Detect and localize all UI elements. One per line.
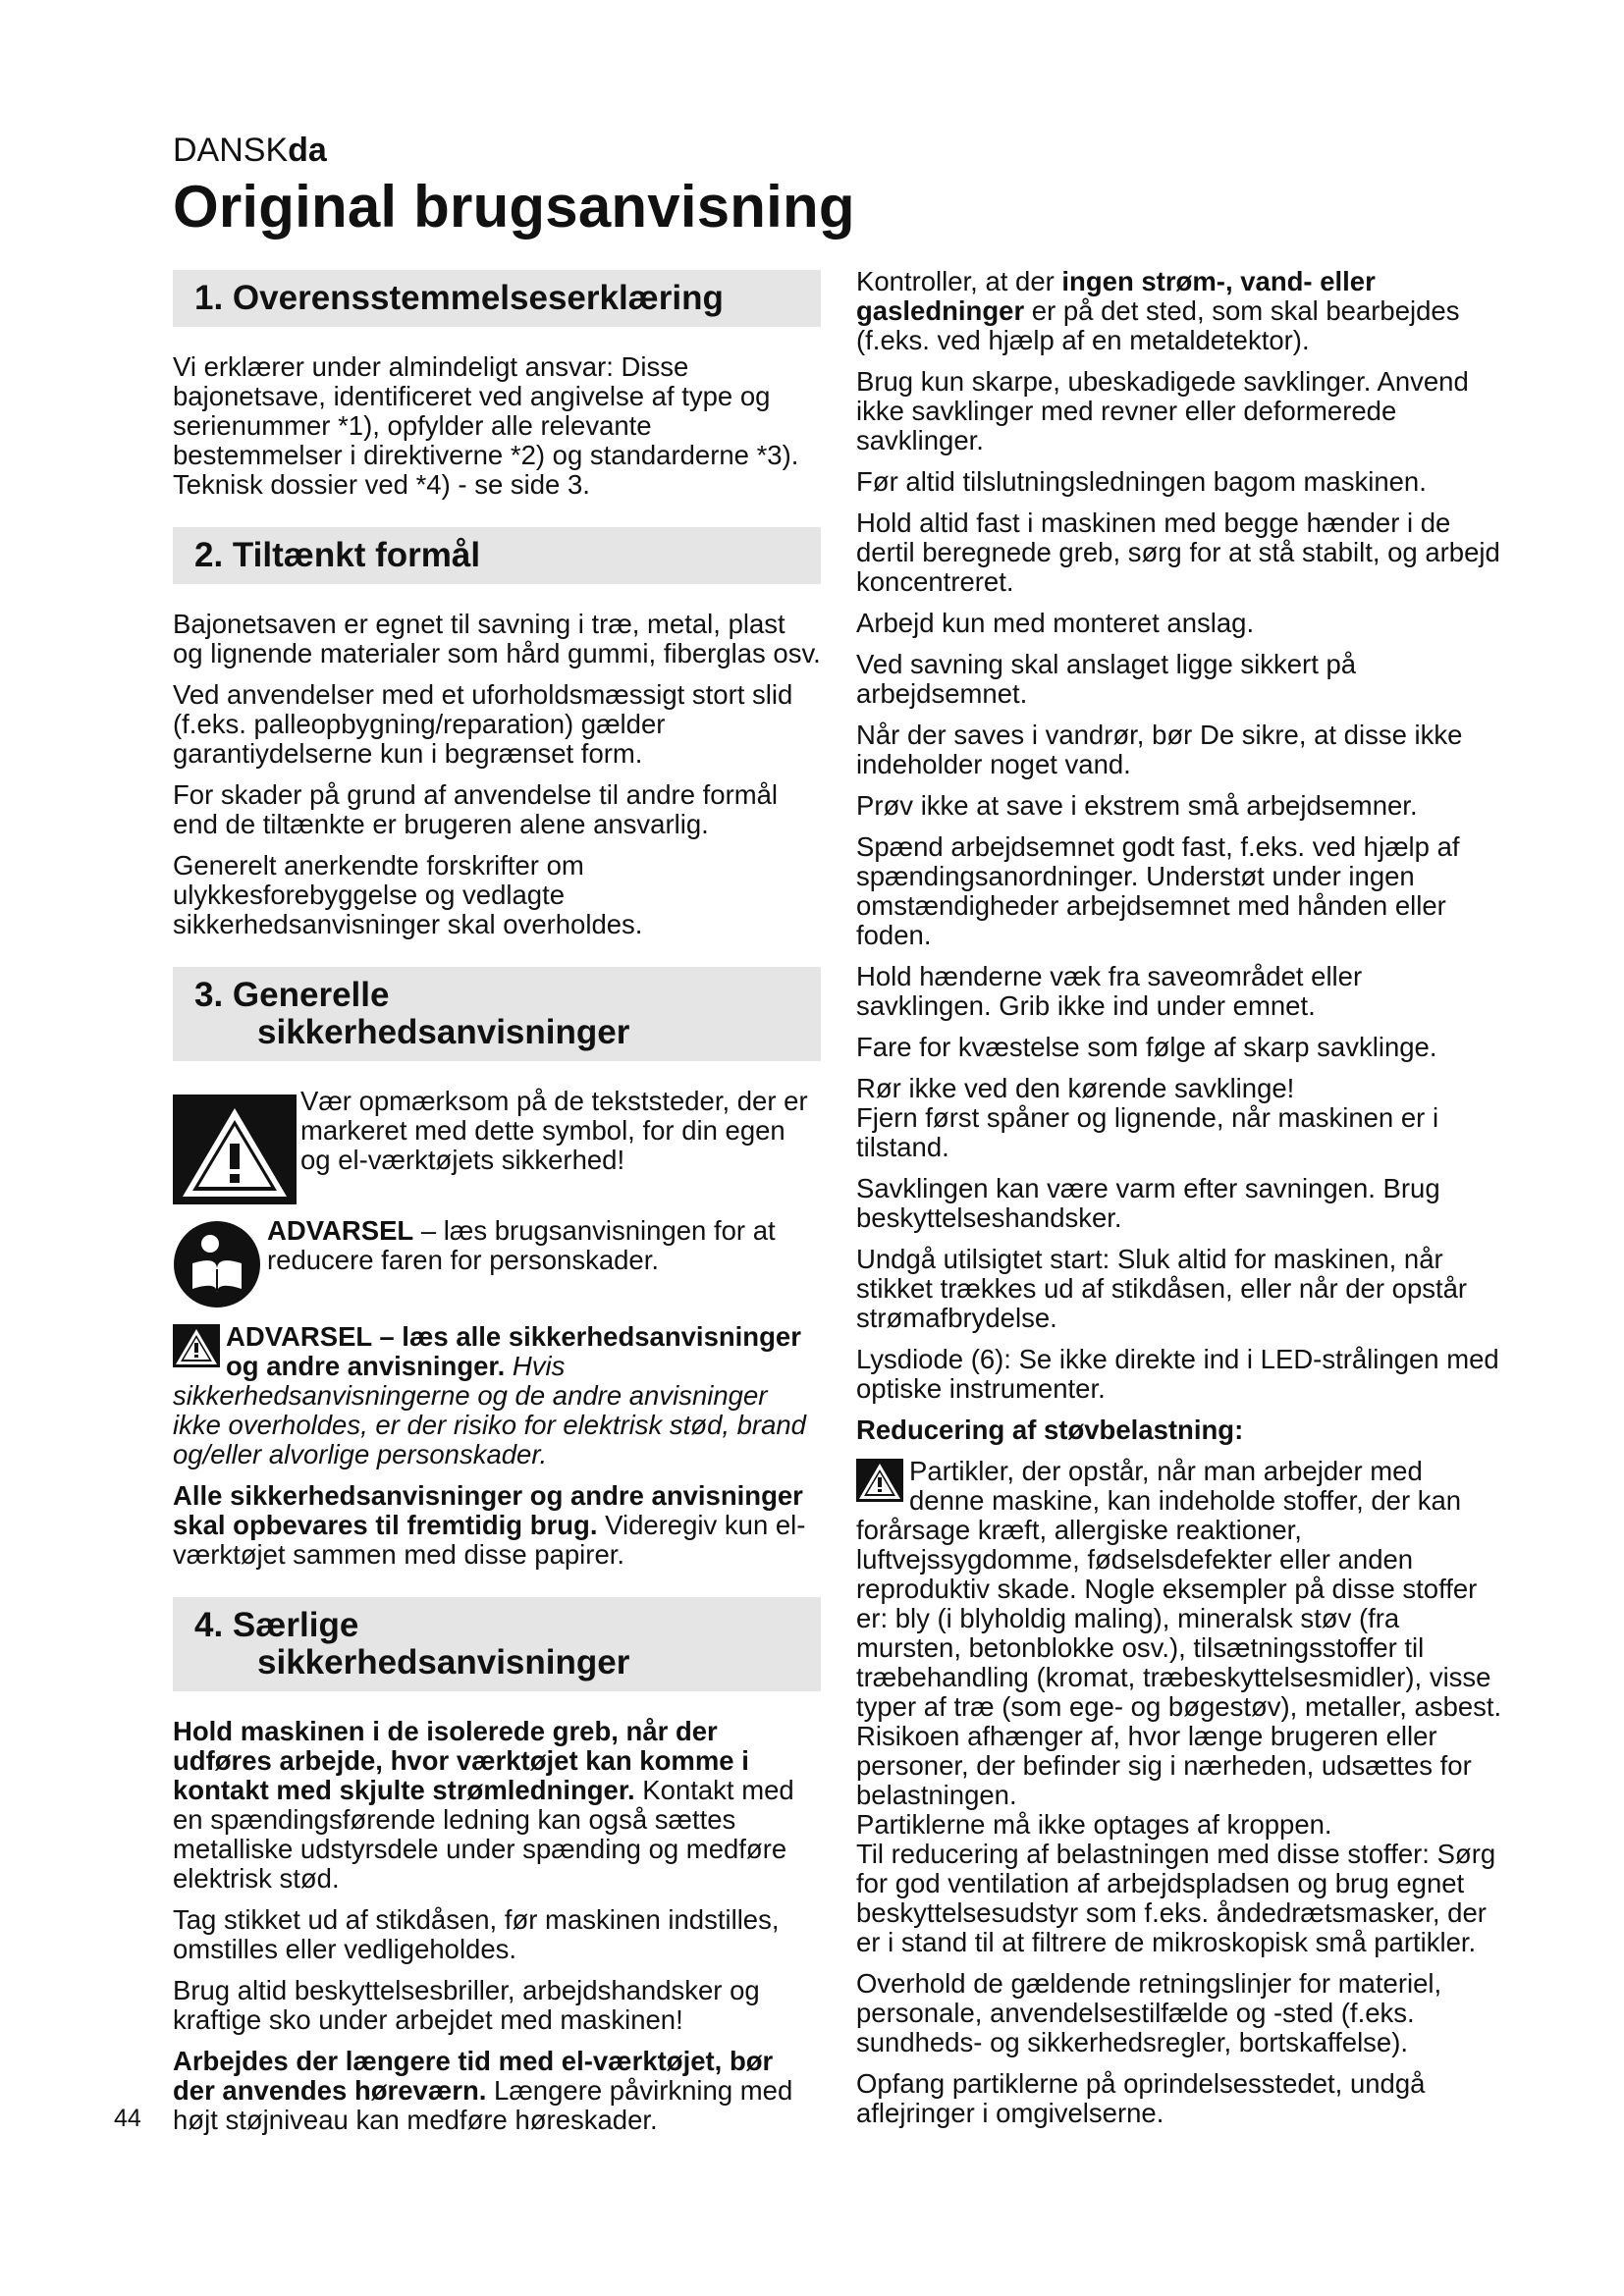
section-4-p1-text: Kontakt med en spændingsførende ledning kan også sættes metalliske udstyrsdele under spænding og medføre elektrisk stød. [173,1775,794,1894]
section-4-p4-text: Længere påvirkning med højt støjniveau kan medføre høreskader. [173,2075,793,2135]
advarsel-label: ADVARSEL [267,1215,414,1246]
right-p1-a: Kontroller, at der [856,266,1062,296]
right-paragraph-10: Hold hænderne væk fra saveområdet eller savklingen. Grib ikke ind under emnet. [856,961,1363,1021]
section-2-paragraph-1: Bajonetsaven er egnet til savning i træ, metal, plast og lignende materialer som hård gummi, fiberglas osv. [173,609,821,668]
section-4-paragraph-4 [173,2047,821,2135]
section-2-paragraph-3: For skader på grund af anvendelse til andre formål end de tiltænkte er brugeren alene ansvarlig. [173,779,779,839]
section-4-p1-bold: Hold maskinen i de isolerede greb, når der udføres arbejde, hvor værktøjet kan komme i kontakt med skjulte strømledninger. [173,1716,749,1805]
symbol-notice [173,1087,821,1204]
keep-instructions-text: Videregiv kun el-værktøjet sammen med disse papirer. [173,1510,806,1570]
section-3-heading-line2: sikkerhedsanvisninger [257,1013,630,1051]
right-paragraph-14: Undgå utilsigtet start: Sluk altid for maskinen, når stikket trækkes ud af stikdåsen, eller når der opstår strømafbrydelse. [856,1244,1468,1333]
section-heading-4 [173,1597,821,1691]
section-4-heading-line1: 4. Særlige [194,1606,359,1644]
section-2-paragraph-2: Ved anvendelser med et uforholdsmæssigt stort slid (f.eks. palleopbygning/reparation) gælder garantiydelserne kun i begrænset form. [173,679,793,769]
dust-paragraph-5: Overhold de gældende retningslinjer for materiel, personale, anvendelsestilfælde og -sted (f.eks. sundheds- og sikkerhedsregler, bortskaffelse). [856,1968,1442,2057]
right-paragraph-8: Prøv ikke at save i ekstrem små arbejdsemner. [856,790,1418,821]
dust-paragraph-3: Partiklerne må ikke optages af kroppen. [856,1809,1332,1840]
warning-triangle-small-icon [173,1324,220,1367]
section-4-paragraph-2: Tag stikket ud af stikdåsen, før maskinen indstilles, omstilles eller vedligeholdes. [173,1904,780,1964]
warning-all-italic: Hvis sikkerhedsanvisningerne og de andre anvisninger ikke overholdes, er der risiko for elektrisk stød, brand og/eller alvorlige personskader. [173,1351,806,1469]
section-4-heading-line2: sikkerhedsanvisninger [257,1643,630,1682]
section-1-paragraph: Vi erklærer under almindeligt ansvar: Disse bajonetsave, identificeret ved angivelse af type og serienummer *1), opfylder alle relevante bestemmelser i direktiverne *2) og standarderne *3). Teknisk dossier ved *4) - se side 3. [173,351,799,500]
dust-paragraph-1 [856,1457,1504,1722]
right-paragraph-9: Spænd arbejdsemnet godt fast, f.eks. ved hjælp af spændingsanordninger. Understøt under ingen omstændigheder arbejdsemnet med hånden eller foden. [856,831,1460,950]
right-paragraph-4: Hold altid fast i maskinen med begge hænder i de dertil beregnede greb, sørg for at stå stabilt, og arbejd koncentreret. [856,507,1500,597]
right-column [856,267,1504,2140]
section-4-paragraph-3: Brug altid beskyttelsesbriller, arbejdshandsker og kraftige sko under arbejdet med maskinen! [173,1975,760,2035]
symbol-notice-text: Vær opmærksom på de tekststeder, der er markeret med dette symbol, for din egen og el-værktøjets sikkerhed! [300,1086,808,1175]
keep-instructions-bold: Alle sikkerhedsanvisninger og andre anvisninger skal opbevares til fremtidig brug. [173,1480,803,1540]
dust-paragraph-6: Opfang partiklerne på oprindelsesstedet, undgå aflejringer i omgivelserne. [856,2068,1426,2128]
left-column [173,270,821,2147]
section-heading-2: 2. Tiltænkt formål [173,527,821,584]
section-2-paragraph-4: Generelt anerkendte forskrifter om ulykkesforebyggelse og vedlagte sikkerhedsanvisninger skal overholdes. [173,850,643,939]
dust-p1-text: Partikler, der opstår, når man arbejder med denne maskine, kan indeholde stoffer, der kan forårsage kræft, allergiske reaktioner, luftvejssygdomme, fødselsdefekter eller anden reproduktiv skade. Nogle eksempler på disse stoffer er: bly (i blyholdig maling), mineralsk støv (fra mursten, betonblokke osv.), tilsætningsstoffer til træbehandling (kromat, træbeskyttelsesmidler), visse typer af træ (som ege- og bøgestøv), metaller, asbest. [856,1456,1502,1722]
language-label [173,132,327,170]
document-title: Original brugsanvisning [173,174,855,240]
page-number: 44 [114,2105,141,2132]
read-manual-icon [173,1220,261,1308]
right-paragraph-13: Savklingen kan være varm efter savningen. Brug beskyttelseshandsker. [856,1173,1440,1233]
language-code: da [288,132,327,169]
section-3-heading-line1: 3. Generelle [194,976,390,1014]
right-paragraph-15: Lysdiode (6): Se ikke direkte ind i LED-strålingen med optiske instrumenter. [856,1344,1499,1404]
dust-paragraph-4: Til reducering af belastningen med disse stoffer: Sørg for god ventilation af arbejdspladsen og brug egnet beskyttelsesudstyr som f.eks. åndedrætsmasker, der er i stand til at filtrere de mikroskopisk små partikler. [856,1839,1496,1957]
warning-all-instructions [173,1322,821,1469]
warning-all-bold: ADVARSEL – læs alle sikkerhedsanvisninger og andre anvisninger. [226,1321,801,1381]
right-p1-bold: ingen strøm-, vand- eller gasledninger [856,266,1376,326]
read-manual-notice [173,1216,821,1310]
right-paragraph-12a: Rør ikke ved den kørende savklinge! [856,1073,1295,1103]
right-paragraph-1 [856,267,1504,355]
right-paragraph-2: Brug kun skarpe, ubeskadigede savklinger. Anvend ikke savklinger med revner eller deformerede savklinger. [856,366,1469,455]
section-4-paragraph-1 [173,1717,821,1894]
warning-triangle-icon [173,1095,297,1204]
right-paragraph-11: Fare for kvæstelse som følge af skarp savklinge. [856,1032,1437,1062]
section-heading-1: 1. Overensstemmelseserklæring [173,270,821,327]
keep-instructions [173,1481,821,1570]
dust-paragraph-2: Risikoen afhænger af, hvor længe brugeren eller personer, der befinder sig i nærheden, udsættes for belastningen. [856,1721,1472,1810]
right-paragraph-12b: Fjern først spåner og lignende, når maskinen er i tilstand. [856,1102,1439,1162]
right-paragraph-5: Arbejd kun med monteret anslag. [856,608,1255,638]
warning-triangle-dust-icon [856,1459,903,1502]
advarsel-text: – læs brugsanvisningen for at reducere faren for personskader. [267,1215,776,1275]
section-4-p4-bold: Arbejdes der længere tid med el-værktøjet, bør der anvendes høreværn. [173,2046,774,2106]
section-heading-3 [173,967,821,1061]
read-manual-text [173,1216,821,1275]
right-paragraph-7: Når der saves i vandrør, bør De sikre, at disse ikke indeholder noget vand. [856,720,1463,779]
right-paragraph-3: Før altid tilslutningsledningen bagom maskinen. [856,466,1427,497]
language-name: DANSK [173,132,289,169]
dust-heading: Reducering af støvbelastning: [856,1415,1244,1445]
right-paragraph-6: Ved savning skal anslaget ligge sikkert på arbejdsemnet. [856,649,1357,709]
right-p1-b: er på det sted, som skal bearbejdes (f.eks. ved hjælp af en metaldetektor). [856,295,1460,355]
